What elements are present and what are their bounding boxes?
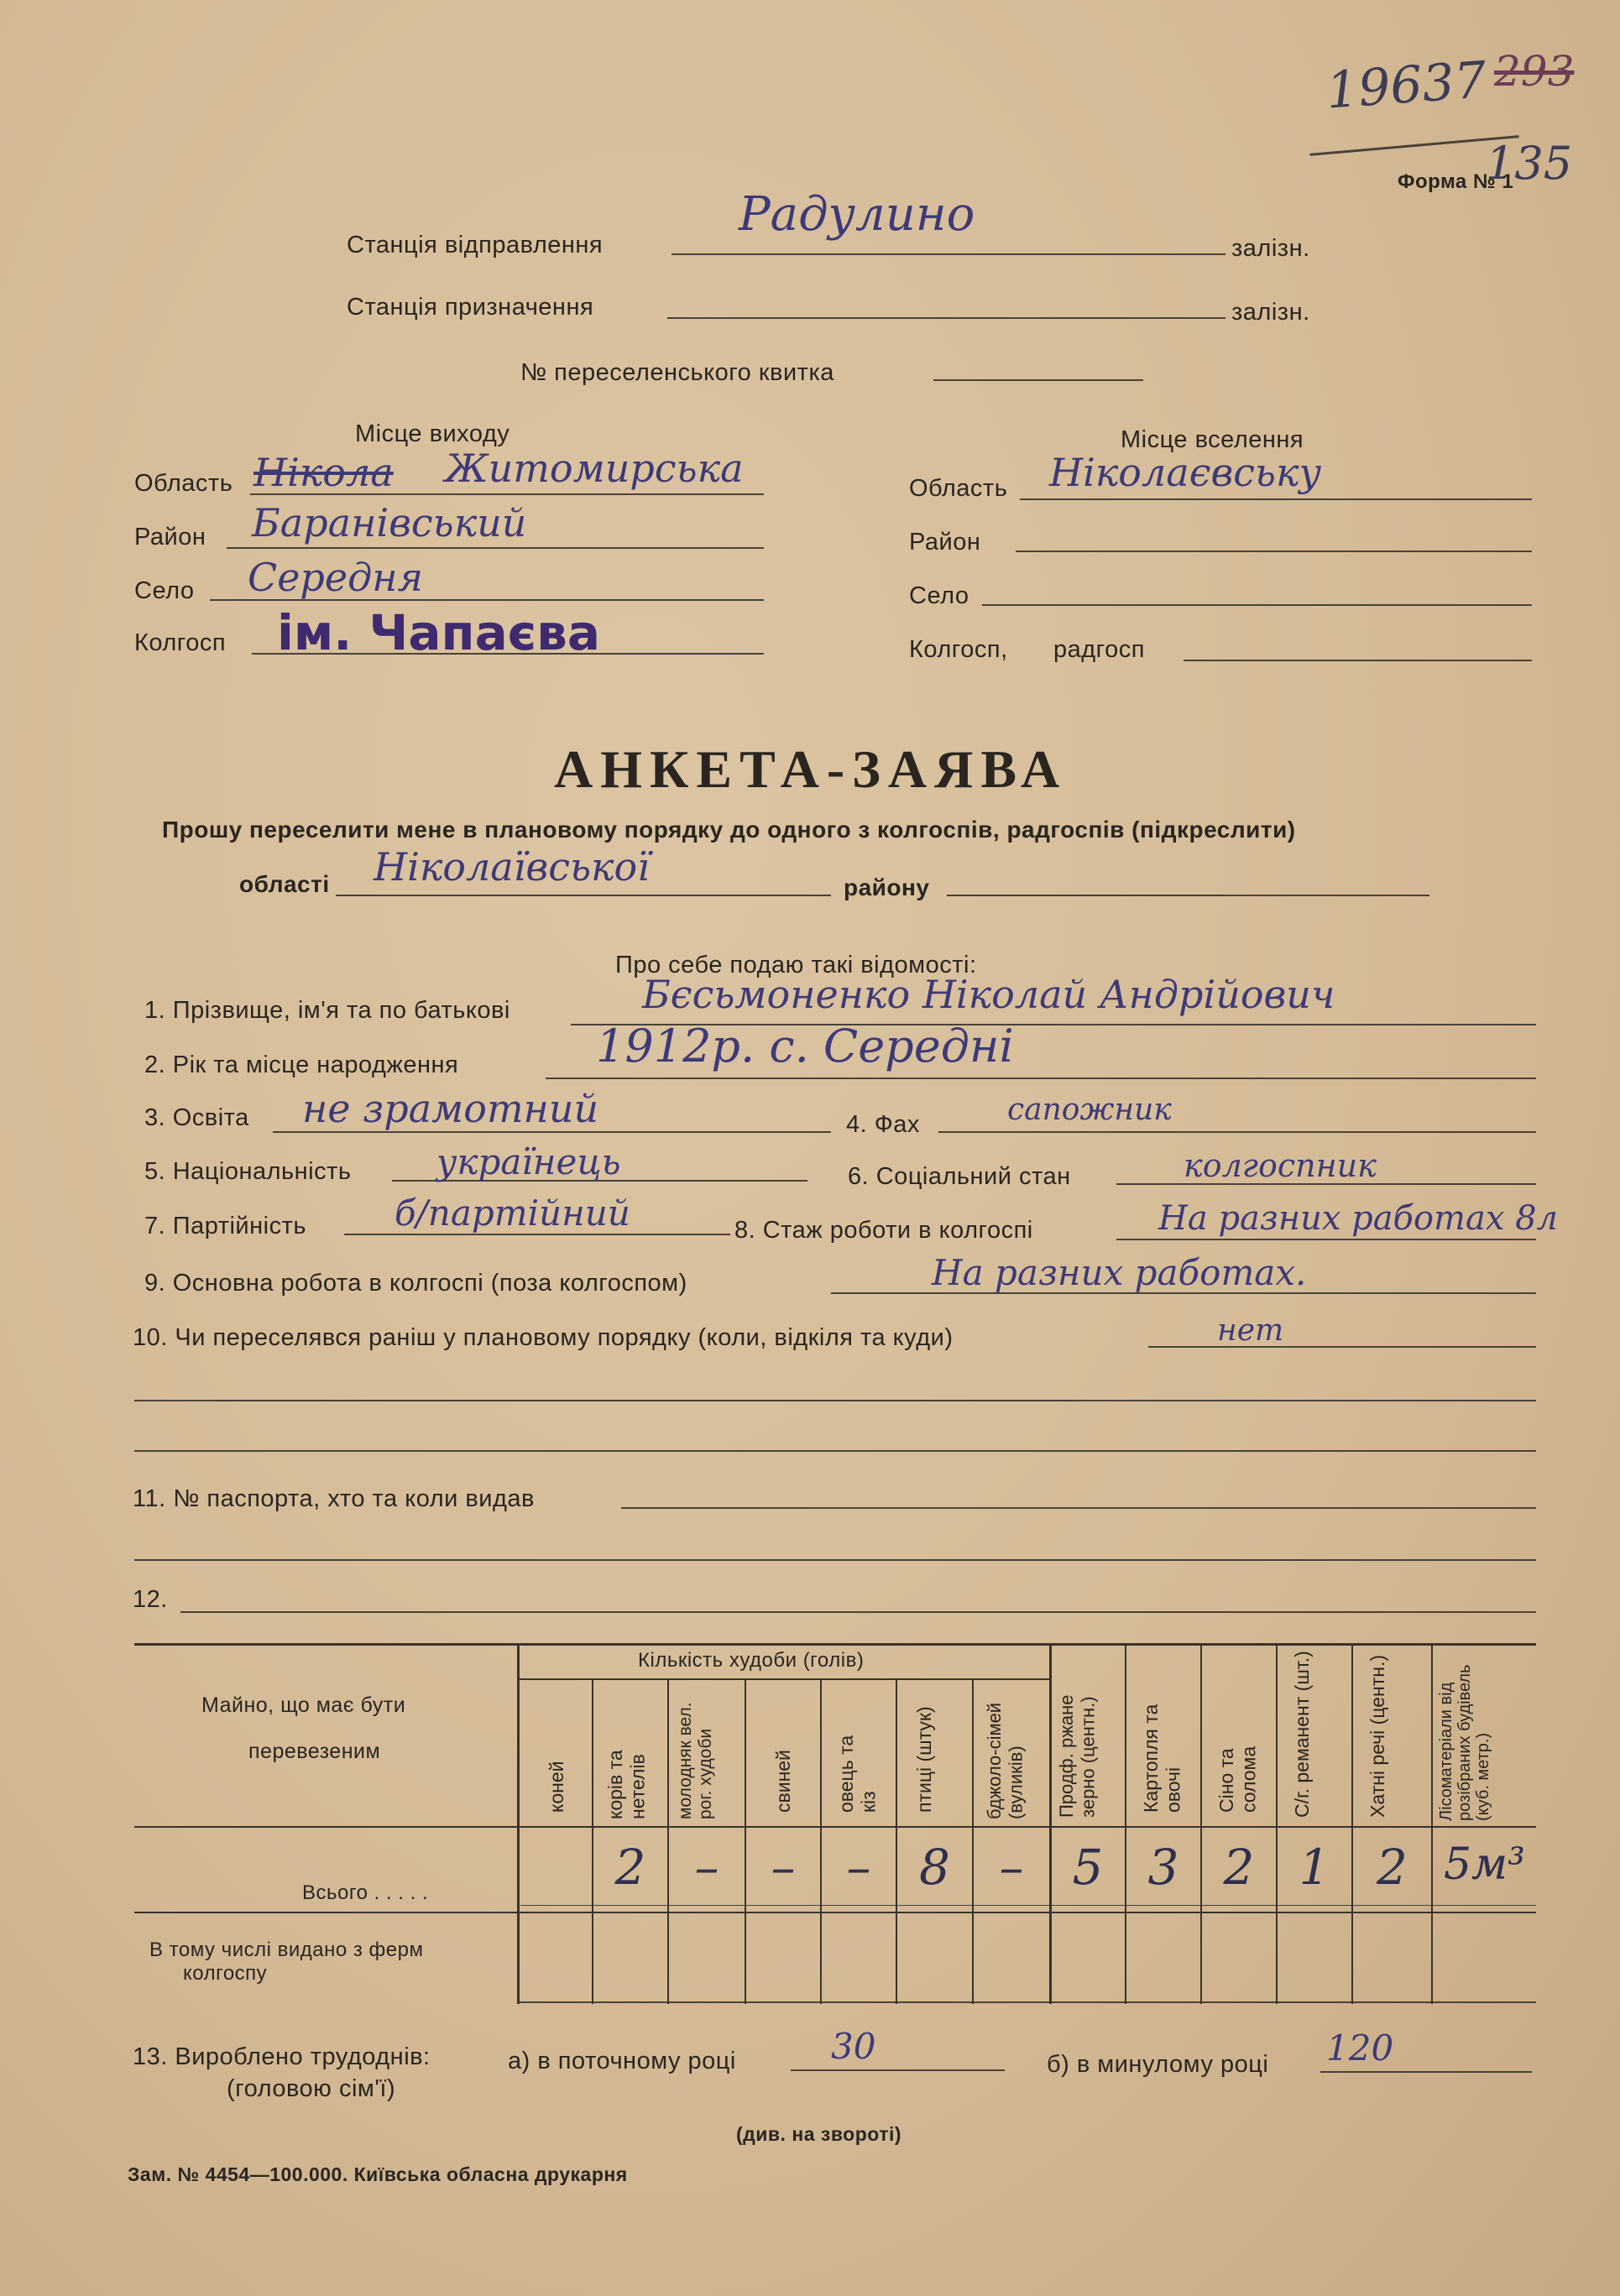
field-9-label: 9. Основна робота в колгоспі (поза колгоспом)	[144, 1270, 687, 1297]
total-cell-9: 2	[1223, 1839, 1255, 1896]
destination-radhosp-label: радгосп	[1053, 636, 1145, 663]
field-7-value: б/партійний	[395, 1192, 630, 1234]
field-5-label: 5. Національність	[144, 1158, 352, 1185]
table-header-rule	[134, 1826, 1536, 1828]
departure-station-label: Станція відправлення	[347, 232, 604, 258]
col-pigs: свиней	[772, 1750, 794, 1813]
livestock-sub-rule	[519, 1678, 1049, 1680]
field-10-line-2	[134, 1400, 1536, 1401]
field-8-label: 8. Стаж роботи в колгоспі	[734, 1217, 1033, 1244]
table-col-sep-9	[1200, 1643, 1202, 2004]
request-text: Прошу переселити мене в плановому порядку до одного з колгоспів, радгоспів (підкреслити)	[162, 817, 1296, 843]
col-grain: Продф. ржане зерно (центн.)	[1056, 1694, 1099, 1818]
info-heading: Про себе подаю такі відомості:	[615, 952, 977, 978]
col-sheep-goats: овець та кіз	[835, 1735, 880, 1813]
ticket-label: № переселенського квитка	[520, 359, 834, 386]
field-12-label: 12.	[133, 1586, 168, 1613]
total-cell-5: 8	[919, 1839, 950, 1896]
origin-selo-value: Середня	[248, 555, 423, 600]
col-young-cattle: молодняк вел. рог. худоби	[676, 1702, 716, 1819]
field-2-line	[546, 1078, 1536, 1079]
destination-raion-label: Район	[909, 529, 981, 556]
total-cell-11: 2	[1377, 1839, 1408, 1896]
archive-number-2: 135	[1486, 137, 1573, 190]
table-col-sep-11	[1351, 1643, 1353, 2004]
field-10-line-3	[134, 1450, 1536, 1452]
destination-station-label: Станція призначення	[347, 294, 594, 321]
archive-number-struck: 293	[1494, 47, 1575, 96]
destination-kolhosp-label: Колгосп,	[909, 636, 1008, 663]
field-1-label: 1. Прізвище, ім'я та по батькові	[144, 997, 510, 1024]
destination-selo-line	[982, 604, 1532, 606]
field-4-value: сапожник	[1007, 1093, 1172, 1127]
destination-heading: Місце вселення	[1121, 426, 1304, 453]
field-10-line	[1148, 1346, 1536, 1348]
field-5-value: українець	[436, 1141, 621, 1182]
table-col-sep-3	[745, 1678, 746, 2004]
destination-oblast-label: Область	[909, 475, 1008, 502]
origin-oblast-label: Область	[134, 470, 233, 497]
field-3-label: 3. Освіта	[144, 1104, 249, 1131]
workdays-last-value: 120	[1326, 2027, 1394, 2069]
col-household: Хатні речі (центн.)	[1367, 1654, 1388, 1818]
request-raion-label: району	[844, 874, 930, 900]
field-9-value: На разних работах.	[932, 1252, 1307, 1293]
field-7-line	[344, 1234, 730, 1235]
property-label-1: Майно, що має бути	[201, 1693, 406, 1717]
field-2-value: 1912р. с. Середні	[596, 1020, 1014, 1072]
printer-line: Зам. № 4454—100.000. Київська обласна друкарня	[128, 2163, 628, 2185]
field-11-line	[621, 1507, 1536, 1509]
col-poultry: птиці (штук)	[913, 1706, 935, 1813]
page-title: АНКЕТА-ЗАЯВА	[554, 739, 1068, 799]
rail-label-2: залізн.	[1231, 299, 1310, 326]
field-2-label: 2. Рік та місце народження	[144, 1051, 459, 1078]
origin-kolhosp-label: Колгосп	[134, 629, 227, 656]
total-cell-8: 3	[1147, 1839, 1179, 1896]
total-cell-3: –	[771, 1839, 796, 1896]
table-col-sep-8	[1125, 1643, 1126, 2004]
table-col-sep-4	[820, 1678, 822, 2004]
field-6-value: колгоспник	[1184, 1147, 1377, 1184]
field-3-line	[273, 1131, 831, 1133]
table-total-rule	[134, 1912, 1536, 1913]
workdays-label-1: 13. Вироблено трудоднів:	[133, 2043, 431, 2070]
field-10-label: 10. Чи переселявся раніш у плановому порядку (коли, відкіля та куди)	[133, 1324, 954, 1351]
col-cows: корів та нетелів	[604, 1750, 649, 1819]
rail-label-1: залізн.	[1231, 235, 1310, 262]
col-lumber: Лісоматеріали від розібраних будівель (куб. метр.)	[1437, 1664, 1492, 1821]
table-col-sep-1	[592, 1678, 593, 2004]
field-12-line	[180, 1611, 1536, 1613]
total-row-label: Всього . . . . .	[302, 1881, 429, 1904]
total-cell-10: 1	[1299, 1839, 1330, 1896]
origin-raion-value: Баранівський	[252, 500, 527, 545]
table-col-sep-10	[1276, 1643, 1278, 2004]
table-bottom-line	[519, 2001, 1536, 2003]
col-beehives: бджоло-сімей (вуликів)	[984, 1702, 1027, 1819]
origin-kolhosp-stamp: ім. Чапаєва	[277, 604, 600, 661]
field-4-label: 4. Фах	[846, 1111, 920, 1138]
origin-raion-line	[227, 547, 764, 549]
field-8-value: На разних работах 8л	[1158, 1199, 1559, 1238]
field-3-value: не зрамотний	[302, 1086, 599, 1131]
farm-row-label-1: В тому числі видано з ферм	[149, 1939, 424, 1961]
table-top-rule	[134, 1643, 1536, 1646]
origin-heading: Місце виходу	[355, 420, 510, 447]
field-10-value: нет	[1217, 1313, 1284, 1348]
request-raion-line	[947, 895, 1429, 896]
col-implements: С/г. реманент (шт.)	[1291, 1651, 1313, 1818]
col-horses: коней	[546, 1761, 567, 1813]
origin-selo-label: Село	[134, 577, 195, 604]
total-cell-12: 5м³	[1443, 1839, 1526, 1890]
workdays-current-line	[791, 2069, 1005, 2071]
field-6-label: 6. Соціальний стан	[848, 1163, 1071, 1190]
total-cell-4: –	[846, 1839, 871, 1896]
field-8-line	[1116, 1239, 1536, 1240]
origin-oblast-struck: Нікола	[253, 450, 394, 495]
field-7-label: 7. Партійність	[144, 1213, 306, 1239]
workdays-last-label: б) в минулому році	[1047, 2051, 1269, 2078]
destination-selo-label: Село	[909, 582, 969, 609]
total-cell-7: 5	[1072, 1839, 1104, 1896]
property-label-2: перевезеним	[248, 1740, 381, 1763]
archive-number: 19637	[1324, 50, 1489, 121]
see-back-note: (див. на звороті)	[736, 2123, 902, 2145]
field-1-value: Бєсьмоненко Ніколай Андрійович	[642, 972, 1335, 1017]
table-col-sep-12	[1431, 1643, 1433, 2004]
workdays-current-value: 30	[831, 2026, 876, 2067]
table-col-sep-5	[896, 1678, 897, 2004]
total-cell-6: –	[999, 1839, 1024, 1896]
table-col-sep-7	[1049, 1643, 1052, 2004]
destination-station-line	[667, 317, 1225, 319]
departure-station-value: Радулино	[739, 187, 975, 242]
col-potatoes: Картопля та овочі	[1140, 1704, 1184, 1813]
col-hay: Сіно та солома	[1215, 1745, 1260, 1813]
origin-raion-label: Район	[134, 524, 206, 551]
workdays-last-line	[1320, 2071, 1532, 2073]
destination-oblast-value: Ніколаєвську	[1049, 450, 1322, 495]
request-oblast-line	[336, 895, 831, 896]
farm-row-label-2: колгоспу	[183, 1962, 268, 1985]
request-oblast-label: області	[239, 871, 330, 897]
field-11-line-2	[134, 1559, 1536, 1561]
total-dots-line	[520, 1905, 1536, 1906]
livestock-header: Кількість худоби (голів)	[638, 1649, 865, 1672]
departure-station-line	[672, 253, 1225, 255]
request-oblast-value: Ніколаївської	[374, 844, 650, 890]
destination-raion-line	[1016, 551, 1532, 552]
field-11-label: 11. № паспорта, хто та коли видав	[133, 1485, 535, 1512]
destination-oblast-line	[1020, 498, 1532, 500]
workdays-current-label: а) в поточному році	[508, 2048, 736, 2074]
origin-oblast-value: Житомирська	[445, 446, 744, 491]
ticket-line	[933, 379, 1143, 381]
table-col-sep-2	[667, 1678, 669, 2004]
form-number: Форма № 1	[1398, 170, 1514, 193]
table-col-sep-0	[517, 1643, 520, 2004]
total-cell-2: –	[694, 1839, 719, 1896]
table-col-sep-6	[972, 1678, 974, 2004]
field-4-line	[938, 1131, 1536, 1133]
workdays-label-2: (головою сім'ї)	[227, 2075, 396, 2102]
destination-kolhosp-line	[1184, 660, 1532, 661]
total-cell-1: 2	[614, 1839, 646, 1896]
